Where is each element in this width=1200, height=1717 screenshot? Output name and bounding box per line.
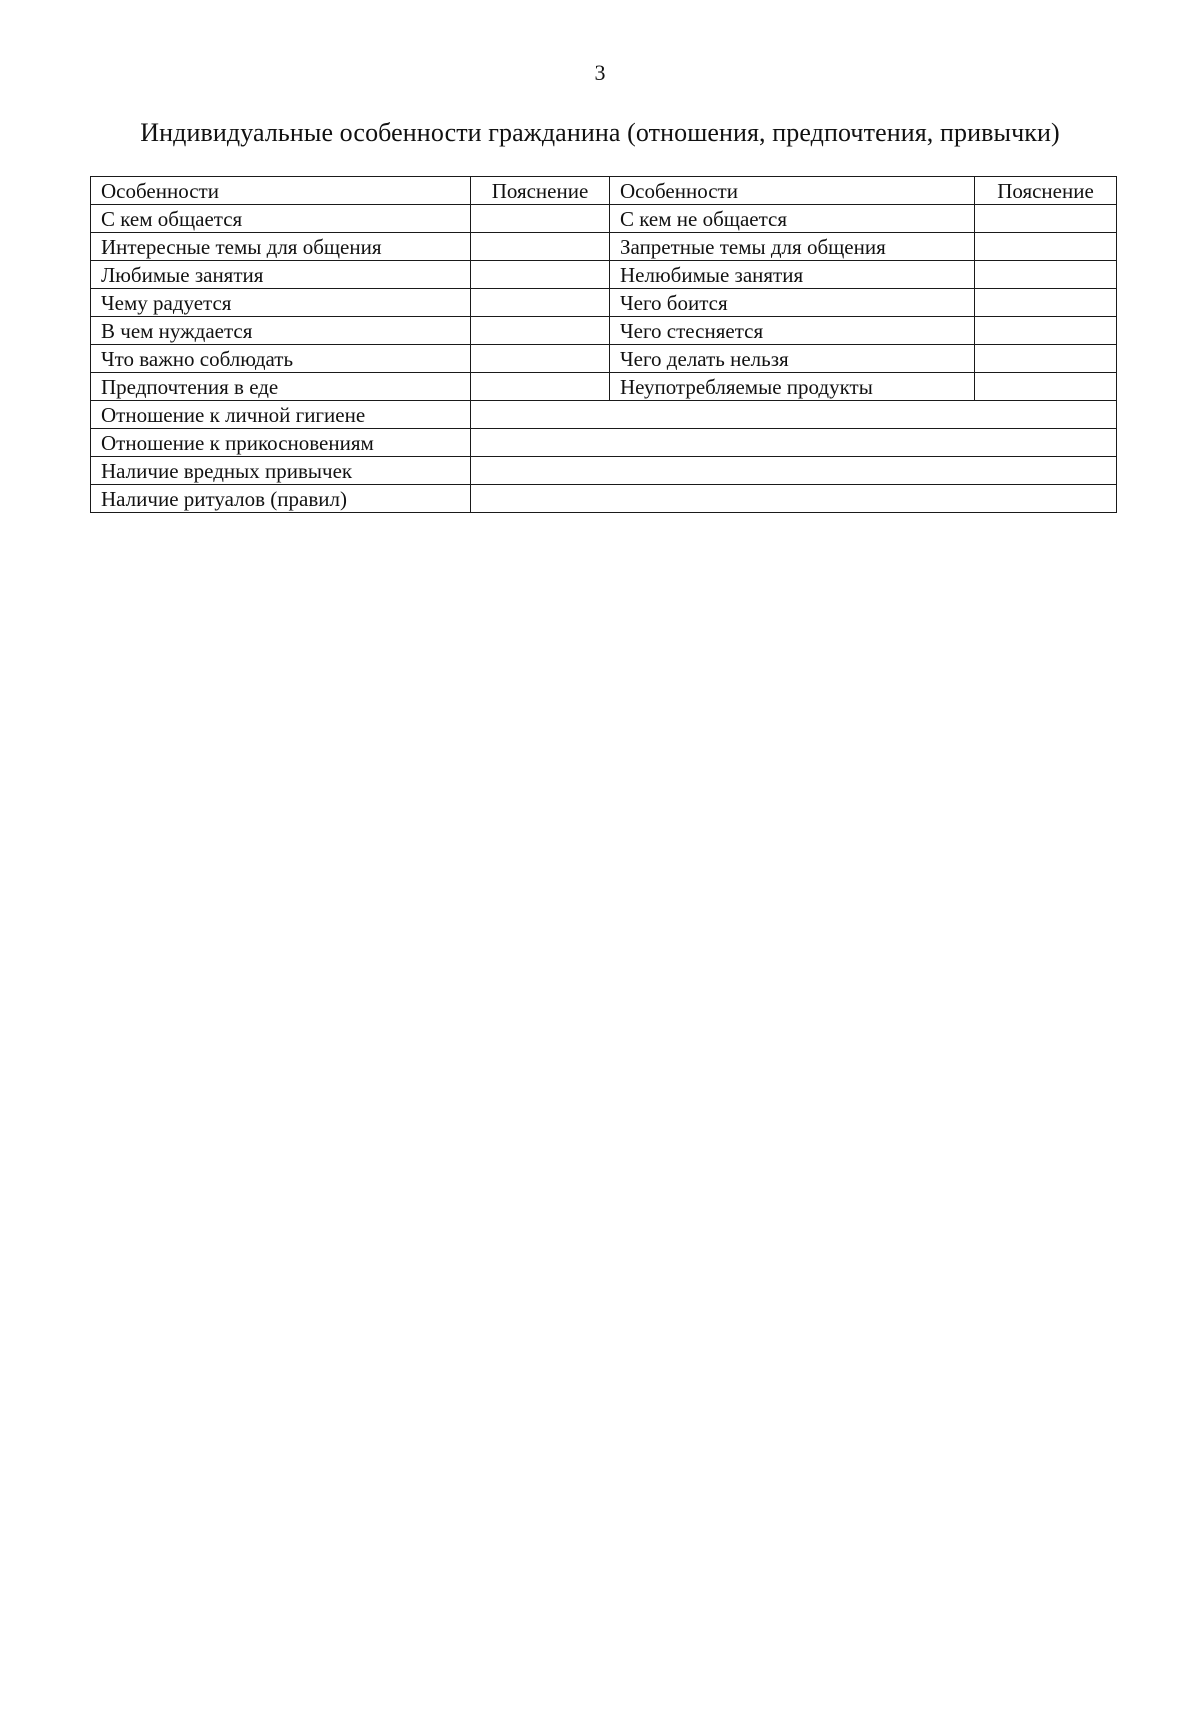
explanation-cell-right[interactable] <box>975 289 1117 317</box>
feature-label-left: Чему радуется <box>91 289 471 317</box>
explanation-cell-right[interactable] <box>975 373 1117 401</box>
feature-label-right: Неупотребляемые продукты <box>610 373 975 401</box>
document-title: Индивидуальные особенности гражданина (отношения, предпочтения, привычки) <box>140 118 1060 147</box>
header-explanation-right: Пояснение <box>975 177 1117 205</box>
explanation-cell-right[interactable] <box>975 233 1117 261</box>
feature-label-left: Любимые занятия <box>91 261 471 289</box>
feature-label-right: Чего делать нельзя <box>610 345 975 373</box>
table-row <box>91 205 1117 233</box>
feature-label-left: С кем общается <box>91 205 471 233</box>
explanation-cell-left[interactable] <box>471 261 610 289</box>
table-row <box>91 261 1117 289</box>
explanation-cell-left[interactable] <box>471 373 610 401</box>
explanation-cell-right[interactable] <box>975 345 1117 373</box>
wide-row-label: Отношение к личной гигиене <box>91 401 471 429</box>
wide-row-value[interactable] <box>471 485 1117 513</box>
explanation-cell-right[interactable] <box>975 261 1117 289</box>
table-row-wide <box>91 401 1117 429</box>
table-row-wide <box>91 457 1117 485</box>
feature-label-right: Нелюбимые занятия <box>610 261 975 289</box>
features-table <box>90 176 1117 513</box>
explanation-cell-right[interactable] <box>975 205 1117 233</box>
header-features-right: Особенности <box>610 177 975 205</box>
wide-row-value[interactable] <box>471 401 1117 429</box>
header-features-left: Особенности <box>91 177 471 205</box>
feature-label-right: Чего стесняется <box>610 317 975 345</box>
feature-label-left: Интересные темы для общения <box>91 233 471 261</box>
table-row-wide <box>91 429 1117 457</box>
wide-row-label: Наличие вредных привычек <box>91 457 471 485</box>
feature-label-right: С кем не общается <box>610 205 975 233</box>
header-explanation-left: Пояснение <box>471 177 610 205</box>
explanation-cell-left[interactable] <box>471 233 610 261</box>
table-row-wide <box>91 485 1117 513</box>
wide-row-value[interactable] <box>471 429 1117 457</box>
explanation-cell-left[interactable] <box>471 345 610 373</box>
page-number: 3 <box>594 60 606 85</box>
wide-row-label: Наличие ритуалов (правил) <box>91 485 471 513</box>
explanation-cell-left[interactable] <box>471 289 610 317</box>
explanation-cell-left[interactable] <box>471 317 610 345</box>
explanation-cell-right[interactable] <box>975 317 1117 345</box>
feature-label-left: Предпочтения в еде <box>91 373 471 401</box>
feature-label-left: Что важно соблюдать <box>91 345 471 373</box>
table-row <box>91 289 1117 317</box>
explanation-cell-left[interactable] <box>471 205 610 233</box>
table-row <box>91 317 1117 345</box>
table-row <box>91 373 1117 401</box>
table-row <box>91 233 1117 261</box>
table-header-row <box>91 177 1117 205</box>
feature-label-left: В чем нуждается <box>91 317 471 345</box>
wide-row-label: Отношение к прикосновениям <box>91 429 471 457</box>
feature-label-right: Запретные темы для общения <box>610 233 975 261</box>
feature-label-right: Чего боится <box>610 289 975 317</box>
wide-row-value[interactable] <box>471 457 1117 485</box>
table-row <box>91 345 1117 373</box>
